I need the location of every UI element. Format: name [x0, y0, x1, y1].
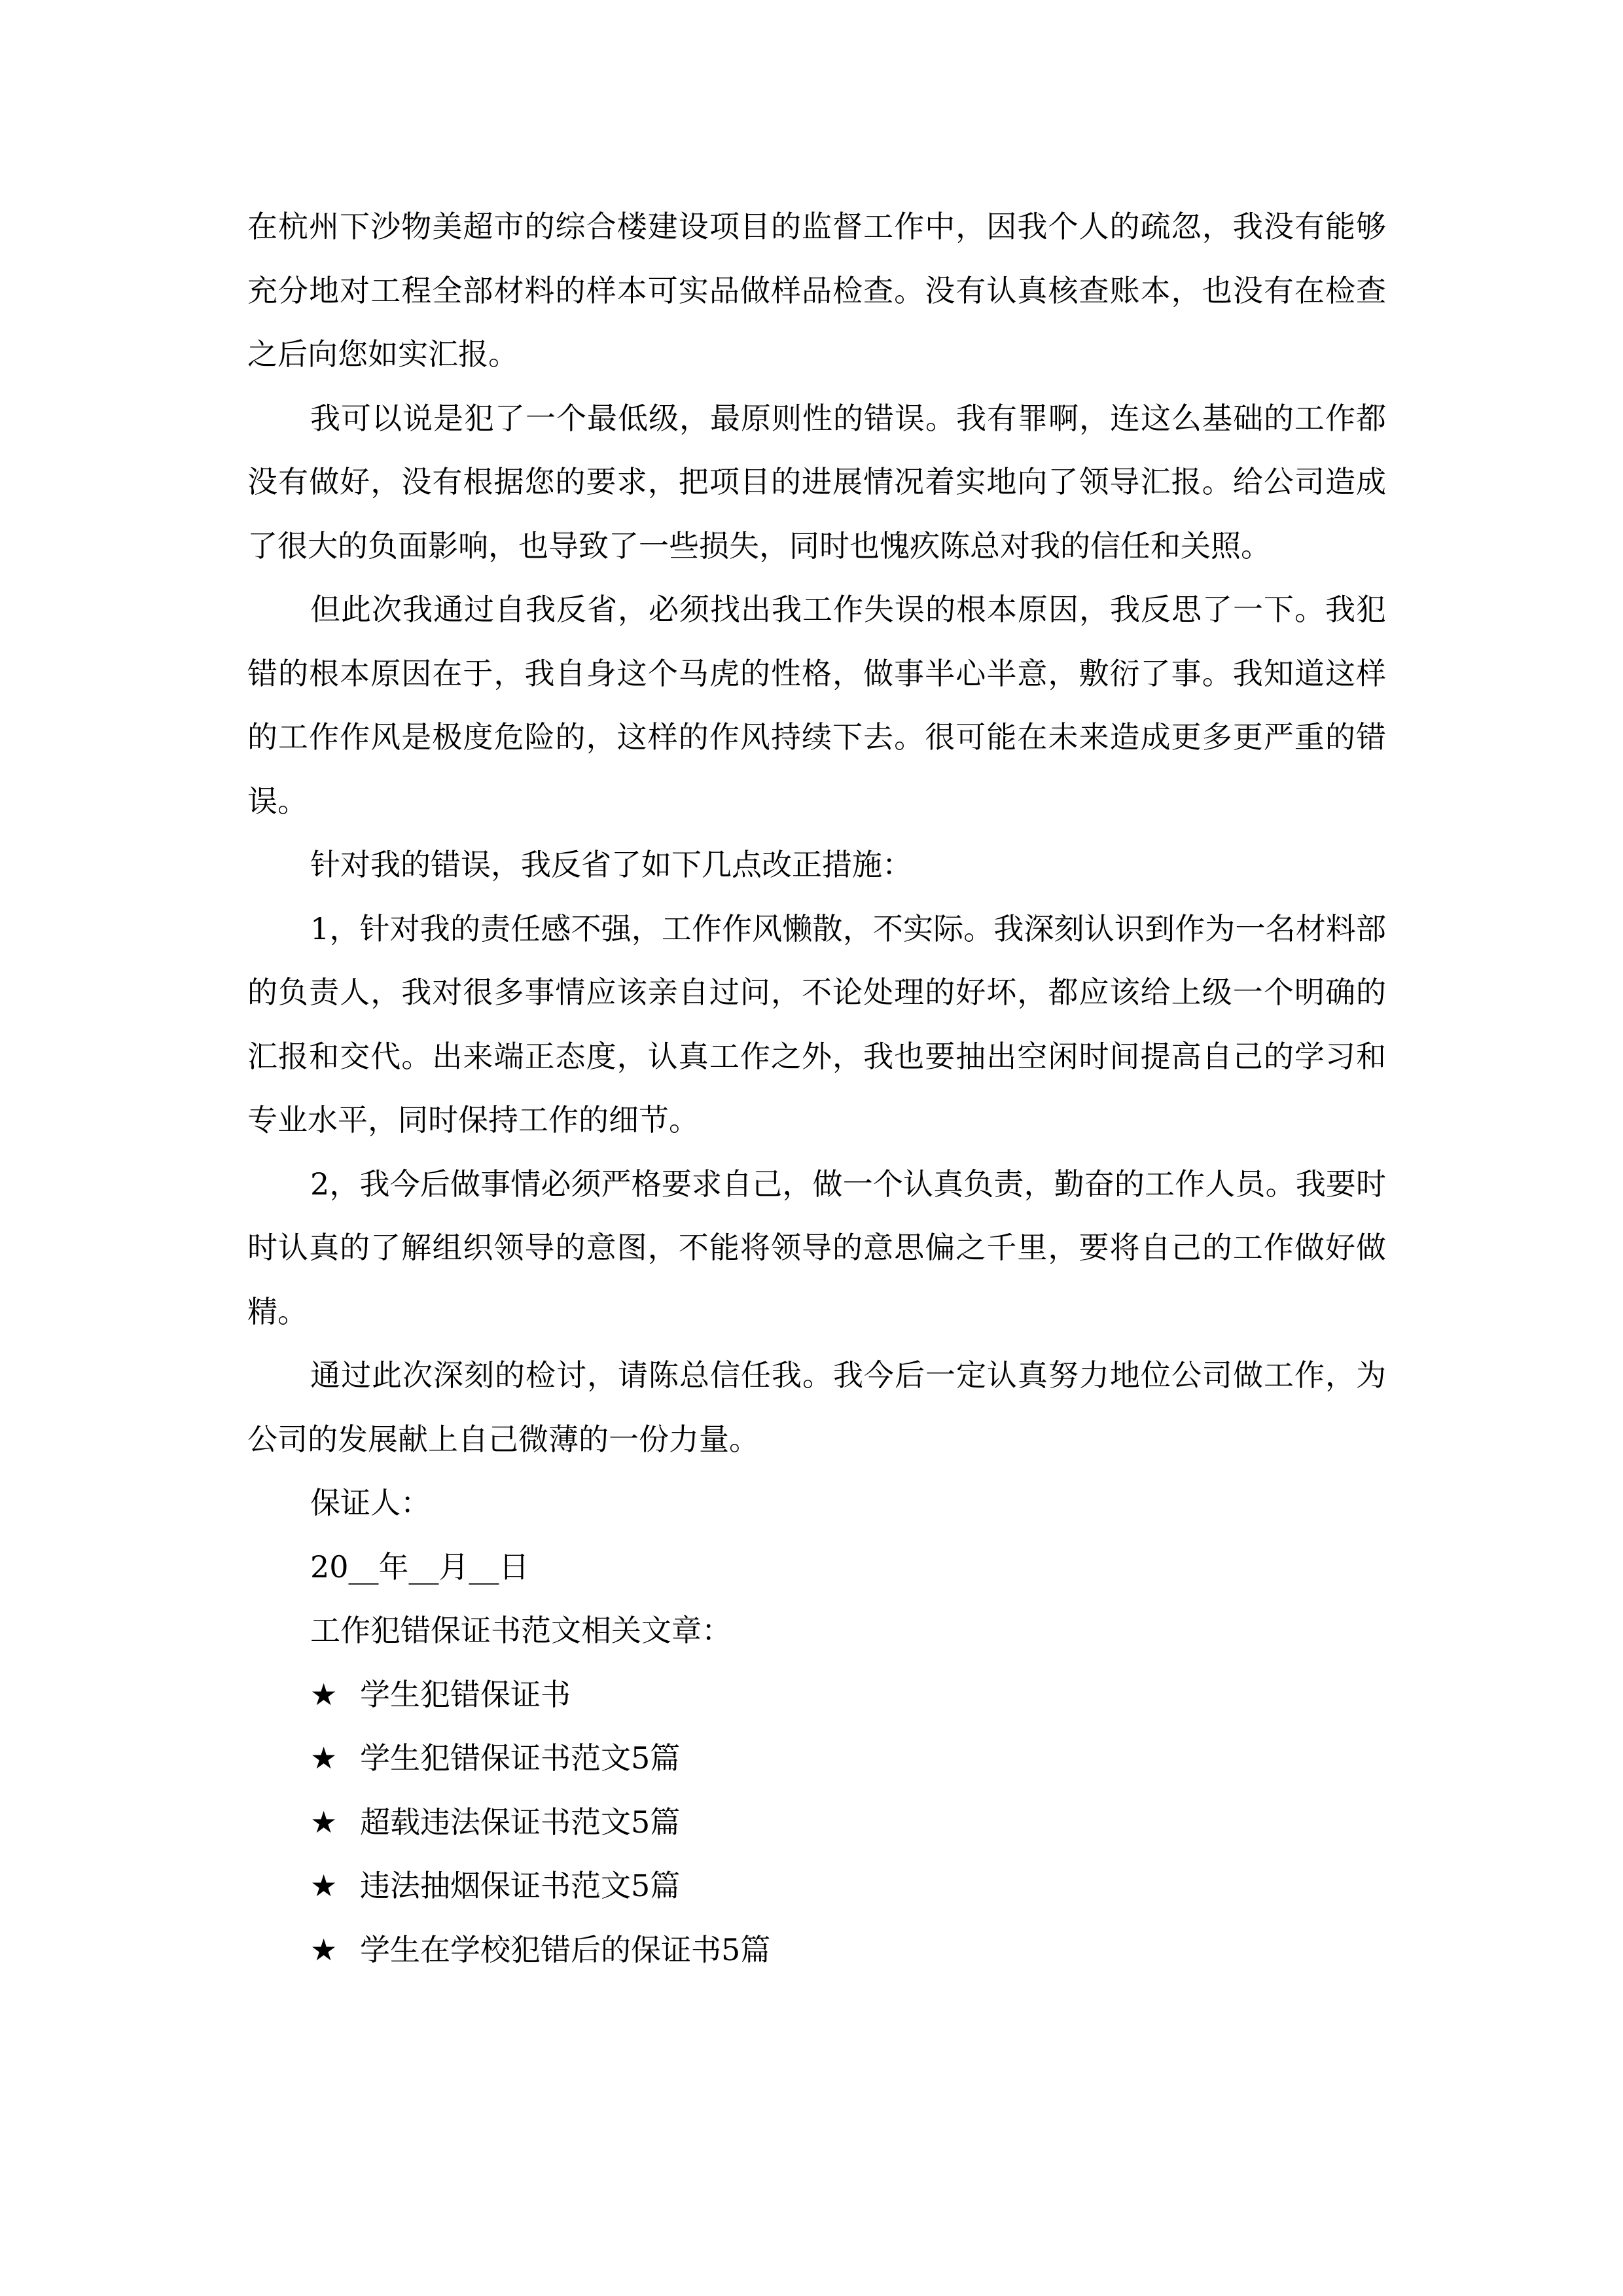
- related-article-link[interactable]: [247, 1727, 1386, 1791]
- related-article-link[interactable]: [247, 1663, 1386, 1727]
- document-page: [247, 195, 1386, 1982]
- paragraph-measures-intro: 针对我的错误，我反省了如下几点改正措施：: [310, 847, 912, 882]
- related-article-title: 违法抽烟保证书范文5篇: [360, 1868, 681, 1903]
- guarantor-label: 保证人：: [310, 1485, 431, 1520]
- paragraph-measure-1: 1，针对我的责任感不强，工作作风懒散，不实际。我深刻认识到作为一名材料部的负责人，我对很多事情应该亲自过问，不论处理的好坏，都应该给上级一个明确的汇报和交代。出来端正态度，认真工作之外，我也要抽出空闲时间提高自己的学习和专业水平，同时保持工作的细节。: [247, 910, 1386, 1138]
- star-icon: ★: [310, 1676, 338, 1712]
- related-articles-heading: 工作犯错保证书范文相关文章：: [310, 1613, 732, 1648]
- paragraph-inspection-failure: 在杭州下沙物美超市的综合楼建设项目的监督工作中，因我个人的疏忽，我没有能够充分地对工程全部材料的样本可实品做样品检查。没有认真核查账本，也没有在检查之后向您如实汇报。: [247, 209, 1386, 372]
- related-article-link[interactable]: [247, 1918, 1386, 1982]
- date-line: 20__年__月__日: [310, 1549, 529, 1585]
- star-icon: ★: [310, 1740, 338, 1776]
- related-articles-list: [247, 1663, 1386, 1982]
- related-article-title: 学生犯错保证书范文5篇: [360, 1740, 681, 1776]
- star-icon: ★: [310, 1931, 338, 1967]
- related-article-link[interactable]: [247, 1854, 1386, 1918]
- paragraph-measure-2: 2，我今后做事情必须严格要求自己，做一个认真负责，勤奋的工作人员。我要时时认真的了解组织领导的意图，不能将领导的意思偏之千里，要将自己的工作做好做精。: [247, 1166, 1386, 1329]
- paragraph-closing: 通过此次深刻的检讨，请陈总信任我。我今后一定认真努力地位公司做工作，为公司的发展献上自己微薄的一份力量。: [247, 1357, 1386, 1457]
- star-icon: ★: [310, 1868, 338, 1903]
- related-article-title: 学生在学校犯错后的保证书5篇: [360, 1931, 771, 1967]
- paragraph-root-cause: 但此次我通过自我反省，必须找出我工作失误的根本原因，我反思了一下。我犯错的根本原因在于，我自身这个马虎的性格，做事半心半意，敷衍了事。我知道这样的工作作风是极度危险的，这样的作风持续下去。很可能在未来造成更多更严重的错误。: [247, 592, 1386, 819]
- related-article-link[interactable]: [247, 1791, 1386, 1855]
- paragraph-admission: 我可以说是犯了一个最低级，最原则性的错误。我有罪啊，连这么基础的工作都没有做好，没有根据您的要求，把项目的进展情况着实地向了领导汇报。给公司造成了很大的负面影响，也导致了一些损失，同时也愧疚陈总对我的信任和关照。: [247, 400, 1386, 564]
- star-icon: ★: [310, 1804, 338, 1840]
- related-article-title: 超载违法保证书范文5篇: [360, 1804, 681, 1840]
- related-article-title: 学生犯错保证书: [360, 1676, 571, 1712]
